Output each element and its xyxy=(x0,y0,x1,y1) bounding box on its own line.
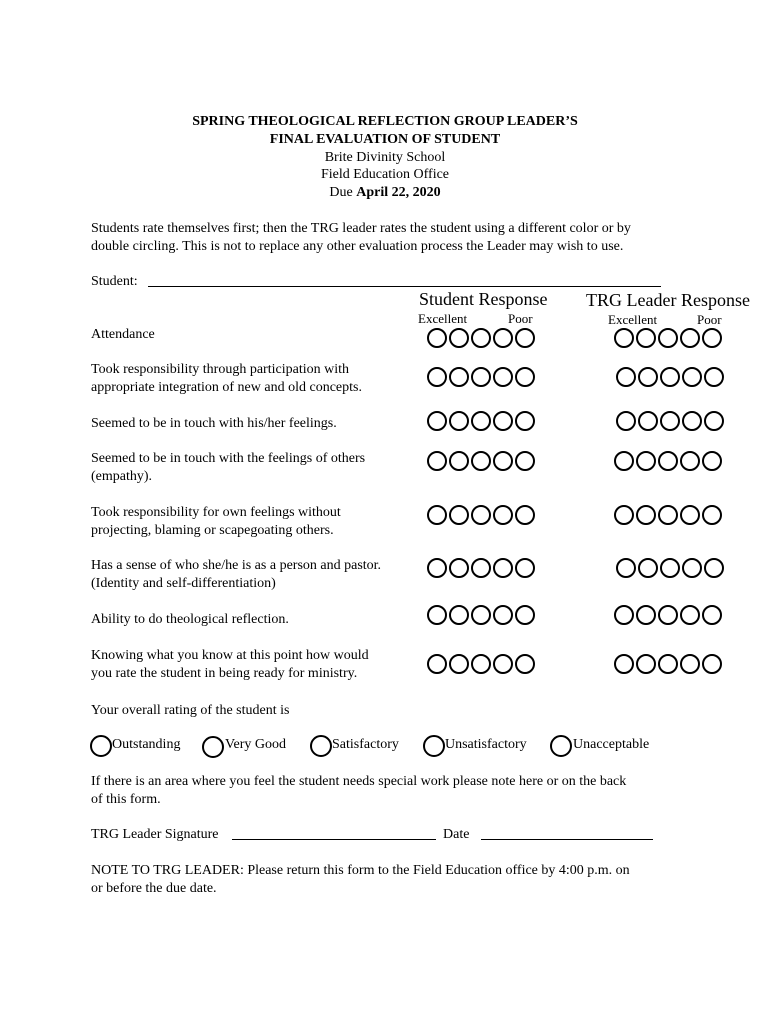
student-rating-bubble[interactable] xyxy=(515,558,535,578)
leader-rating-bubble[interactable] xyxy=(658,505,678,525)
student-rating-bubble[interactable] xyxy=(515,605,535,625)
item-line2: projecting, blaming or scapegoating others. xyxy=(91,523,334,538)
leader-rating-bubble[interactable] xyxy=(660,411,680,431)
item-line1: Attendance xyxy=(91,327,155,342)
signature-label: TRG Leader Signature xyxy=(91,827,219,842)
student-rating-bubble[interactable] xyxy=(449,605,469,625)
student-rating-bubble[interactable] xyxy=(427,558,447,578)
leader-rating-bubble[interactable] xyxy=(636,654,656,674)
item-line2: (Identity and self-differentiation) xyxy=(91,576,276,591)
due-date: April 22, 2020 xyxy=(356,185,441,200)
office-name: Field Education Office xyxy=(320,167,450,182)
leader-rating-bubble[interactable] xyxy=(636,605,656,625)
leader-rating-bubble[interactable] xyxy=(614,654,634,674)
instructions-line2: double circling. This is not to replace any other evaluation process the Leader may wish to use. xyxy=(91,239,624,254)
leader-rating-bubble[interactable] xyxy=(638,367,658,387)
item-line1: Has a sense of who she/he is as a person and pastor. xyxy=(91,558,382,573)
student-rating-bubble[interactable] xyxy=(515,411,535,431)
student-rating-bubble[interactable] xyxy=(493,328,513,348)
student-rating-bubble[interactable] xyxy=(515,505,535,525)
leader-excellent-label: Excellent xyxy=(608,312,658,327)
student-rating-bubble[interactable] xyxy=(471,367,491,387)
satisfactory-label: Satisfactory xyxy=(332,737,399,752)
student-rating-bubble[interactable] xyxy=(493,654,513,674)
student-rating-bubble[interactable] xyxy=(427,654,447,674)
student-rating-bubble[interactable] xyxy=(427,505,447,525)
date-label: Date xyxy=(443,827,470,842)
leader-rating-bubble[interactable] xyxy=(680,328,700,348)
leader-rating-bubble[interactable] xyxy=(682,411,702,431)
item-line1: Seemed to be in touch with the feelings of others xyxy=(91,451,366,466)
student-poor-label: Poor xyxy=(508,311,533,326)
leader-rating-bubble[interactable] xyxy=(616,367,636,387)
student-rating-bubble[interactable] xyxy=(515,451,535,471)
special-work-line2: of this form. xyxy=(91,792,161,807)
leader-rating-bubble[interactable] xyxy=(638,411,658,431)
leader-rating-bubble[interactable] xyxy=(704,411,724,431)
note-line1: NOTE TO TRG LEADER: Please return this form to the Field Education office by 4:00 p.m. on xyxy=(91,863,630,878)
leader-rating-bubble[interactable] xyxy=(680,451,700,471)
student-rating-bubble[interactable] xyxy=(493,367,513,387)
leader-rating-bubble[interactable] xyxy=(680,505,700,525)
student-rating-bubble[interactable] xyxy=(471,328,491,348)
item-own-feelings xyxy=(91,415,421,433)
student-excellent-label: Excellent xyxy=(418,311,468,326)
leader-poor-label: Poor xyxy=(697,312,722,327)
leader-rating-bubble[interactable] xyxy=(616,558,636,578)
student-rating-bubble[interactable] xyxy=(449,558,469,578)
leader-rating-bubble[interactable] xyxy=(638,558,658,578)
item-line1: Ability to do theological reflection. xyxy=(91,612,289,627)
leader-rating-bubble[interactable] xyxy=(614,605,634,625)
student-rating-bubble[interactable] xyxy=(449,367,469,387)
leader-rating-bubble[interactable] xyxy=(660,367,680,387)
student-rating-bubble[interactable] xyxy=(449,328,469,348)
student-rating-bubble[interactable] xyxy=(471,411,491,431)
student-rating-bubble[interactable] xyxy=(493,451,513,471)
student-name-field[interactable] xyxy=(148,286,661,287)
student-rating-bubble[interactable] xyxy=(427,367,447,387)
student-rating-bubble[interactable] xyxy=(471,654,491,674)
student-rating-bubble[interactable] xyxy=(471,451,491,471)
leader-rating-bubble[interactable] xyxy=(636,451,656,471)
leader-rating-bubble[interactable] xyxy=(704,558,724,578)
leader-rating-bubble[interactable] xyxy=(702,605,722,625)
date-field[interactable] xyxy=(481,839,653,840)
student-rating-bubble[interactable] xyxy=(427,451,447,471)
leader-rating-bubble[interactable] xyxy=(614,505,634,525)
item-line2: appropriate integration of new and old concepts. xyxy=(91,380,362,395)
student-rating-bubble[interactable] xyxy=(471,605,491,625)
leader-rating-bubble[interactable] xyxy=(614,328,634,348)
item-theological-reflection xyxy=(91,611,421,629)
item-line1: Knowing what you know at this point how would xyxy=(91,648,369,663)
student-label: Student: xyxy=(91,274,138,289)
student-rating-bubble[interactable] xyxy=(515,367,535,387)
student-rating-bubble[interactable] xyxy=(427,605,447,625)
student-rating-bubble[interactable] xyxy=(427,411,447,431)
very-good-label: Very Good xyxy=(225,737,287,752)
leader-rating-bubble[interactable] xyxy=(658,451,678,471)
leader-rating-bubble[interactable] xyxy=(658,605,678,625)
student-rating-bubble[interactable] xyxy=(449,505,469,525)
item-line1: Took responsibility through participation with xyxy=(91,362,349,377)
signature-field[interactable] xyxy=(232,839,436,840)
overall-rating-prompt: Your overall rating of the student is xyxy=(91,703,290,718)
student-response-heading: Student Response xyxy=(419,289,548,309)
item-identity xyxy=(91,557,421,593)
leader-rating-bubble[interactable] xyxy=(616,411,636,431)
item-responsibility xyxy=(91,504,421,540)
student-rating-bubble[interactable] xyxy=(427,328,447,348)
due-date-line xyxy=(0,184,770,201)
instructions-line1: Students rate themselves first; then the TRG leader rates the student using a different color or by xyxy=(91,221,631,236)
note-line2: or before the due date. xyxy=(91,881,217,896)
item-empathy xyxy=(91,450,421,486)
item-ministry-readiness xyxy=(91,647,421,683)
leader-rating-bubble[interactable] xyxy=(614,451,634,471)
item-line1: Seemed to be in touch with his/her feelings. xyxy=(91,416,337,431)
leader-rating-bubble[interactable] xyxy=(660,558,680,578)
item-line2: you rate the student in being ready for ministry. xyxy=(91,666,358,681)
student-rating-bubble[interactable] xyxy=(449,654,469,674)
student-rating-bubble[interactable] xyxy=(493,558,513,578)
item-line2: (empathy). xyxy=(91,469,153,484)
leader-rating-bubble[interactable] xyxy=(682,367,702,387)
leader-rating-bubble[interactable] xyxy=(680,605,700,625)
student-rating-bubble[interactable] xyxy=(515,328,535,348)
student-rating-bubble[interactable] xyxy=(493,505,513,525)
student-rating-bubble[interactable] xyxy=(449,411,469,431)
unacceptable-radio[interactable] xyxy=(550,735,572,757)
student-rating-bubble[interactable] xyxy=(493,411,513,431)
unsatisfactory-radio[interactable] xyxy=(423,735,445,757)
outstanding-radio[interactable] xyxy=(90,735,112,757)
leader-rating-bubble[interactable] xyxy=(682,558,702,578)
student-rating-bubble[interactable] xyxy=(449,451,469,471)
leader-rating-bubble[interactable] xyxy=(658,654,678,674)
form-title-line2: FINAL EVALUATION OF STUDENT xyxy=(269,132,501,147)
leader-rating-bubble[interactable] xyxy=(702,328,722,348)
leader-rating-bubble[interactable] xyxy=(702,654,722,674)
due-prefix: Due xyxy=(329,185,357,200)
student-rating-bubble[interactable] xyxy=(515,654,535,674)
form-title-line1: SPRING THEOLOGICAL REFLECTION GROUP LEADER’S xyxy=(192,114,578,129)
leader-rating-bubble[interactable] xyxy=(702,505,722,525)
leader-rating-bubble[interactable] xyxy=(636,505,656,525)
satisfactory-radio[interactable] xyxy=(310,735,332,757)
leader-rating-bubble[interactable] xyxy=(704,367,724,387)
leader-response-heading: TRG Leader Response xyxy=(586,290,750,310)
special-work-line1: If there is an area where you feel the student needs special work please note here or on the back xyxy=(91,774,627,789)
leader-rating-bubble[interactable] xyxy=(702,451,722,471)
unacceptable-label: Unacceptable xyxy=(573,737,650,752)
school-name: Brite Divinity School xyxy=(324,150,446,165)
item-line1: Took responsibility for own feelings without xyxy=(91,505,341,520)
leader-rating-bubble[interactable] xyxy=(658,328,678,348)
outstanding-label: Outstanding xyxy=(112,737,181,752)
item-participation xyxy=(91,361,421,397)
item-attendance xyxy=(91,326,421,344)
student-rating-bubble[interactable] xyxy=(471,505,491,525)
unsatisfactory-label: Unsatisfactory xyxy=(445,737,527,752)
leader-rating-bubble[interactable] xyxy=(680,654,700,674)
very-good-radio[interactable] xyxy=(202,736,224,758)
student-rating-bubble[interactable] xyxy=(471,558,491,578)
leader-rating-bubble[interactable] xyxy=(636,328,656,348)
student-rating-bubble[interactable] xyxy=(493,605,513,625)
